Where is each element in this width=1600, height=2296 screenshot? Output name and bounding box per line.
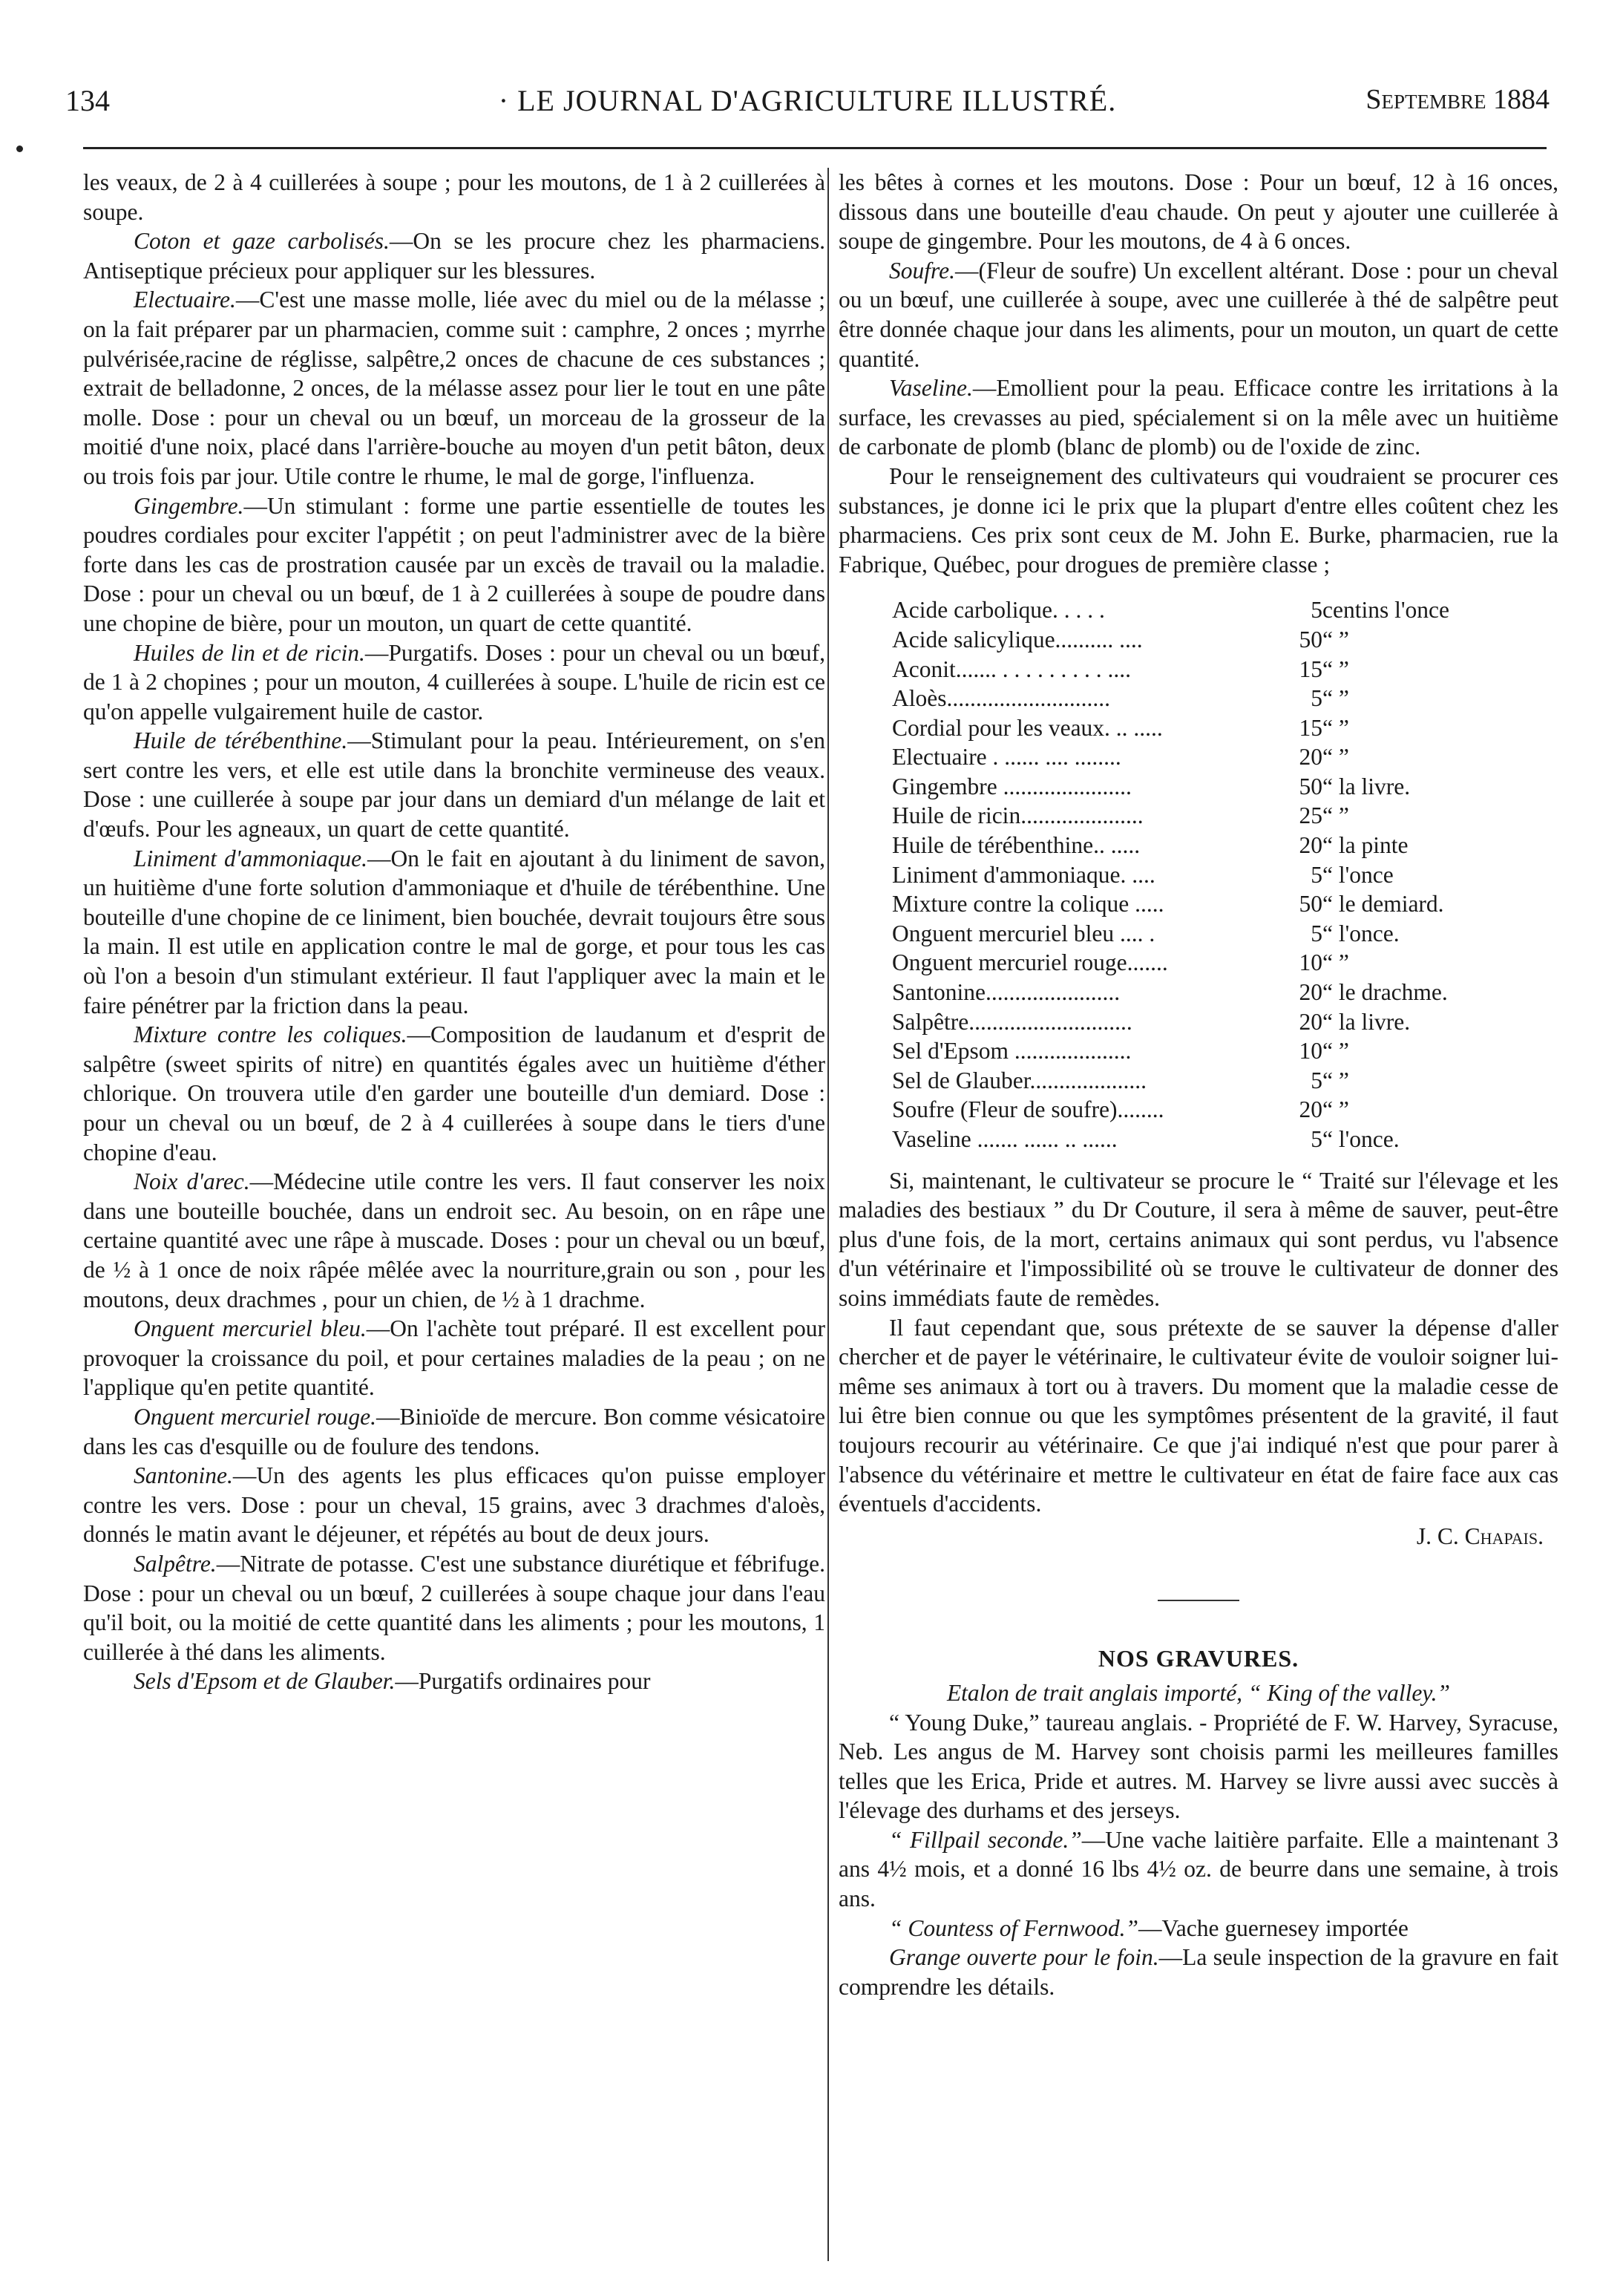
remedy-text: —Médecine utile contre les vers. Il faut conserver les noix dans une bouteille bouchée, dans un endroit sec. Au besoin, on en râpe une certaine quantité avec une râpe à muscade. Doses : pour un cheval ou un bœuf, de ½ à 1 once de noix râpée mêlée avec la nourriture,grain ou son , pour les moutons, deux drachmes , pour un chien, de ½ à 1 drachme. [83,1168,825,1312]
price-unit: “ ” [1322,1067,1349,1093]
price-unit: “ ” [1322,802,1349,829]
price-value: 20 [1299,1096,1322,1123]
remedy-term: Onguent mercuriel rouge. [134,1403,376,1430]
price-value: 50 [1299,891,1322,918]
price-unit: “ le demiard. [1322,891,1444,918]
price-row [892,1007,1515,1037]
price-value: 20 [1299,979,1322,1006]
price-unit: “ ” [1322,1038,1349,1064]
remedy-text: —Stimulant pour la peau. Intérieurement, on s'en sert contre les vers, et elle est utile dans la bronchite vermineuse des veaux. Dose : une cuillerée à soupe par jour dans un demiard d'un mélange de lait et d'œufs. Pour les agneaux, un quart de cette quantité. [83,727,826,843]
price-item-name: Vaseline ....... ...... .. ...... [892,1126,1118,1152]
price-unit: “ l'once. [1322,920,1400,946]
price-row [892,742,1515,772]
paragraph: Si, maintenant, le cultivateur se procure le “ Traité sur l'élevage et les maladies des bestiaux ” du Dr Couture, il sera à même de sauver, peut-être plus d'une fois, de la mort, certains animaux qui sont perdus, vu l'absence d'un vétérinaire et l'impossibilité où se trouve le cultivateur de donner des soins immédiats faute de remèdes. [839,1167,1558,1311]
price-unit: “ le drachme. [1322,979,1448,1006]
paragraph: Il faut cependant que, sous prétexte de se sauver la dépense d'aller chercher et de payer le vétérinaire, le cultivateur évite de vouloir soigner lui-même ses animaux à tort ou à travers. Du moment que la maladie cesse de lui être bien connue ou que les symptômes présentent de la gravité, il faut toujours recourir au vétérinaire. Ce que j'ai indiqué n'est que pour parer à l'absence du vétérinaire et mettre le cultivateur en état de faire face aux cas éventuels d'accidents. [839,1314,1558,1517]
remedy-entry [839,373,1558,462]
price-item-name: Huile de térébenthine.. ..... [892,832,1141,859]
price-value: 50 [1299,626,1322,653]
price-item-name: Gingembre ...................... [892,773,1132,799]
price-item-name: Salpêtre............................ [892,1008,1132,1035]
engraving-entry: “ Young Duke,” taureau anglais. - Propriété de F. W. Harvey, Syracuse, Neb. Les angus de M. Harvey sont choisis parmi les meilleures familles telles que les Erica, Pride et autres. M. Harvey se livre aussi avec succès à l'élevage des durhams et des jerseys. [839,1709,1558,1824]
remedy-entry [83,638,825,727]
remedy-entry [83,1667,825,1696]
remedy-term: Coton et gaze carbolisés. [134,228,390,255]
remedy-term: Gingembre. [134,492,244,519]
price-row [892,595,1515,625]
price-list [892,595,1515,1154]
price-item-name: Aconit....... . . . . . . . . . .... [892,655,1131,682]
remedy-entry [83,844,825,1021]
price-unit: “ l'once [1322,861,1394,888]
paragraph: les bêtes à cornes et les moutons. Dose : Pour un bœuf, 12 à 16 onces, dissous dans une bouteille d'eau chaude. On peut y ajouter une cuillerée à soupe de gingembre. Pour les moutons, de 4 à 6 onces. [839,169,1558,255]
price-value: 15 [1299,714,1322,741]
remedy-term: Huile de térébenthine. [134,727,348,754]
price-value: 20 [1299,1008,1322,1035]
price-unit: “ la pinte [1322,832,1409,859]
engraving-term: Grange ouverte pour le foin. [889,1944,1159,1971]
price-unit: centins l'once [1322,597,1449,624]
issue-date: Septembre 1884 [1365,84,1550,115]
price-unit: “ ” [1322,626,1349,653]
price-value: 20 [1299,744,1322,771]
engraving-term: “ Countess of Fernwood.” [889,1914,1139,1941]
author-signature: J. C. Chapais. [1416,1523,1544,1549]
engraving-term: “ Young Duke,” taureau anglais. [889,1709,1193,1736]
remedy-term: Onguent mercuriel bleu. [134,1315,367,1342]
price-row [892,831,1515,860]
journal-title: · LE JOURNAL D'AGRICULTURE ILLUSTRÉ. [498,84,1117,117]
remedy-term: Vaseline. [889,375,973,402]
price-unit: “ la livre. [1322,773,1411,799]
right-column [839,168,1558,2001]
price-item-name: Cordial pour les veaux. .. ..... [892,714,1163,741]
remedy-text: —C'est une masse molle, liée avec du miel ou de la mélasse ; on la fait préparer par un pharmacien, comme suit : camphre, 2 onces ; myrrhe pulvérisée,racine de réglisse, salpêtre,2 onces de chacune de ces substances ; extrait de belladonne, 2 onces, de la mélasse assez pour lier le tout en une pâte molle. Dose : pour un cheval ou un bœuf, un morceau de la grosseur de la moitié d'une noix, placé dans l'arrière-bouche au moyen d'un petit bâton, deux ou trois fois par jour. Utile contre le rhume, le mal de gorge, l'influenza. [83,287,825,489]
price-value: 5 [1311,861,1322,888]
section-separator [1158,1600,1239,1601]
price-value: 5 [1311,597,1322,624]
price-item-name: Onguent mercuriel rouge....... [892,949,1168,976]
price-unit: “ ” [1322,655,1349,682]
remedy-term: Santonine. [134,1462,233,1489]
price-row [892,1066,1515,1096]
remedy-text: —Purgatifs. Doses : pour un cheval ou un bœuf, de 1 à 2 chopines ; pour un mouton, 4 cuillerées à soupe. L'huile de ricin est ce qu'on appelle vulgairement huile de castor. [83,639,825,725]
remedy-entry [839,256,1558,373]
price-item-name: Electuaire . ...... .... ........ [892,744,1121,771]
left-column [83,168,825,1696]
price-item-name: Sel de Glauber.................... [892,1067,1147,1093]
price-value: 5 [1311,1126,1322,1152]
price-unit: “ ” [1322,949,1349,976]
price-unit: “ ” [1322,1096,1349,1123]
remedy-term: Electuaire. [134,287,236,313]
remedy-text: —Un stimulant : forme une partie essentielle de toutes les poudres cordiales pour exciter l'appétit ; on peut l'administrer avec de la bière forte dans les cas de prostration causée par un excès de travail ou la maladie. Dose : pour un cheval ou un bœuf, de 1 à 2 cuillerées à soupe de poudre dans une chopine de bière, pour un mouton, un quart de cette quantité. [83,492,825,636]
remedy-entry [83,1461,825,1549]
engraving-entry: “ Countess of Fernwood.”—Vache guernesey importée [889,1914,1409,1941]
price-row [892,919,1515,949]
remedy-term: Huiles de lin et de ricin. [134,639,365,666]
remedy-term: Soufre. [889,257,955,284]
price-row [892,860,1515,890]
remedy-term: Salpêtre. [134,1550,217,1577]
remedy-entry [83,226,825,285]
page-number: 134 [65,84,110,117]
price-row [892,889,1515,919]
price-unit: “ ” [1322,714,1349,741]
price-row [892,1095,1515,1125]
price-unit: “ la livre. [1322,1008,1411,1035]
price-value: 5 [1311,1067,1322,1093]
remedy-text: —Composition de laudanum et d'esprit de salpêtre (sweet spirits of nitre) en quantités égales avec un huitième d'éther chlorique. On trouvera utile d'en garder une bouteille d'un demiard. Dose : pour un cheval ou un bœuf, de 2 à 4 cuillerées à soupe dans le tiers d'une chopine d'eau. [83,1021,825,1165]
price-value: 20 [1299,832,1322,859]
header-rule [83,147,1547,149]
remedy-entry [83,1020,825,1167]
price-item-name: Acide carbolique. . . . . [892,597,1105,624]
margin-dot [16,145,23,152]
price-value: 10 [1299,1038,1322,1064]
remedy-entry [83,491,825,638]
price-unit: “ l'once. [1322,1126,1400,1152]
price-unit: “ ” [1322,685,1349,712]
price-item-name: Soufre (Fleur de soufre)........ [892,1096,1164,1123]
price-value: 5 [1311,920,1322,946]
remedy-entry [83,1314,825,1402]
remedy-term: Sels d'Epsom et de Glauber. [134,1668,396,1695]
price-row [892,801,1515,831]
remedy-text: —(Fleur de soufre) Un excellent altérant. Dose : pour un cheval ou un bœuf, une cuillerée à soupe, avec une cuillerée à thé de salpêtre peut être donnée chaque jour dans les aliments, pour un mouton, un quart de cette quantité. [839,257,1558,372]
remedy-text: —On le fait en ajoutant à du liniment de savon, un huitième d'une forte solution d'ammoniaque et d'huile de térébenthine. Une bouteille d'une chopine de ce liniment, bien bouchée, devrait toujours être sous la main. Il est utile en application contre le mal de gorge, et pour tous les cas où l'on a besoin d'un stimulant extérieur. Il faut l'appliquer avec la main et le faire pénétrer par la friction dans la peau. [83,845,825,1018]
remedy-text: —Nitrate de potasse. C'est une substance diurétique et fébrifuge. Dose : pour un cheval ou un bœuf, 2 cuillerées à soupe chaque jour dans l'eau qu'il boit, ou la moitié de cette quantité dans les aliments ; pour les moutons, 1 cuillerée à thé dans les aliments. [83,1550,825,1665]
remedy-entry [83,285,825,491]
remedy-term: Noix d'arec. [134,1168,250,1195]
price-row [892,948,1515,978]
remedy-entry [83,1549,825,1667]
price-value: 10 [1299,949,1322,976]
price-row [892,772,1515,802]
price-row [892,713,1515,743]
section-subtitle: Etalon de trait anglais importé, “ King of the valley.” [946,1679,1451,1706]
price-value: 15 [1299,655,1322,682]
price-row [892,625,1515,655]
remedy-text: —Emollient pour la peau. Efficace contre les irritations à la surface, les crevasses au pied, spécialement si on la mêle avec un huitième de carbonate de plomb (blanc de plomb) ou de l'oxide de zinc. [839,375,1558,460]
price-value: 5 [1311,685,1322,712]
price-row [892,684,1515,713]
paragraph: les veaux, de 2 à 4 cuillerées à soupe ; pour les moutons, de 1 à 2 cuillerées à soupe. [83,169,825,225]
price-value: 25 [1299,802,1322,829]
price-unit: “ ” [1322,744,1349,771]
remedy-term: Liniment d'ammoniaque. [134,845,368,871]
engraving-entry: “ Fillpail seconde.”—Une vache laitière parfaite. Elle a maintenant 3 ans 4½ mois, et a donné 16 lbs 4½ oz. de beurre dans une semaine, à trois ans. [839,1826,1558,1912]
remedy-text: —On l'achète tout préparé. Il est excellent pour provoquer la croissance du poil, et pour certaines maladies de la peau ; on ne l'applique qu'en petite quantité. [83,1315,825,1401]
price-item-name: Liniment d'ammoniaque. .... [892,861,1155,888]
remedy-text: —Purgatifs ordinaires pour [395,1668,651,1695]
price-item-name: Sel d'Epsom .................... [892,1038,1132,1064]
price-row [892,1036,1515,1066]
section-title: NOS GRAVURES. [1098,1645,1299,1672]
column-divider [827,168,829,2261]
page-header [65,83,1550,125]
price-row [892,655,1515,684]
remedy-entry [83,726,825,843]
price-item-name: Acide salicylique.......... .... [892,626,1143,653]
price-row [892,978,1515,1007]
price-item-name: Santonine....................... [892,979,1121,1006]
paragraph: Pour le renseignement des cultivateurs qui voudraient se procurer ces substances, je donne ici le prix que la plupart d'entre elles coûtent chez les pharmaciens. Ces prix sont ceux de M. John E. Burke, pharmacien, rue la Fabrique, Québec, pour drogues de première classe ; [839,462,1558,578]
price-item-name: Mixture contre la colique ..... [892,891,1164,918]
price-value: 50 [1299,773,1322,799]
remedy-term: Mixture contre les coliques. [134,1021,407,1048]
remedy-text: —On se les procure chez les pharmaciens. Antiseptique précieux pour appliquer sur les blessures. [83,228,825,284]
price-item-name: Onguent mercuriel bleu .... . [892,920,1155,946]
remedy-entry [83,1402,825,1461]
remedy-text: —Un des agents les plus efficaces qu'on puisse employer contre les vers. Dose : pour un cheval, 15 grains, avec 3 drachmes d'aloès, donnés le matin avant le déjeuner, et répétés au bout de deux jours. [83,1462,825,1548]
remedy-entry [83,1167,825,1314]
engraving-entry: Grange ouverte pour le foin.—La seule inspection de la gravure en fait comprendre les détails. [839,1944,1558,2000]
engraving-term: “ Fillpail seconde.” [889,1826,1082,1853]
price-item-name: Aloès............................ [892,685,1110,712]
price-row [892,1125,1515,1154]
price-item-name: Huile de ricin..................... [892,802,1144,829]
remedy-text: —Binioïde de mercure. Bon comme vésicatoire dans les cas d'esquille ou de foulure des tendons. [83,1403,825,1459]
